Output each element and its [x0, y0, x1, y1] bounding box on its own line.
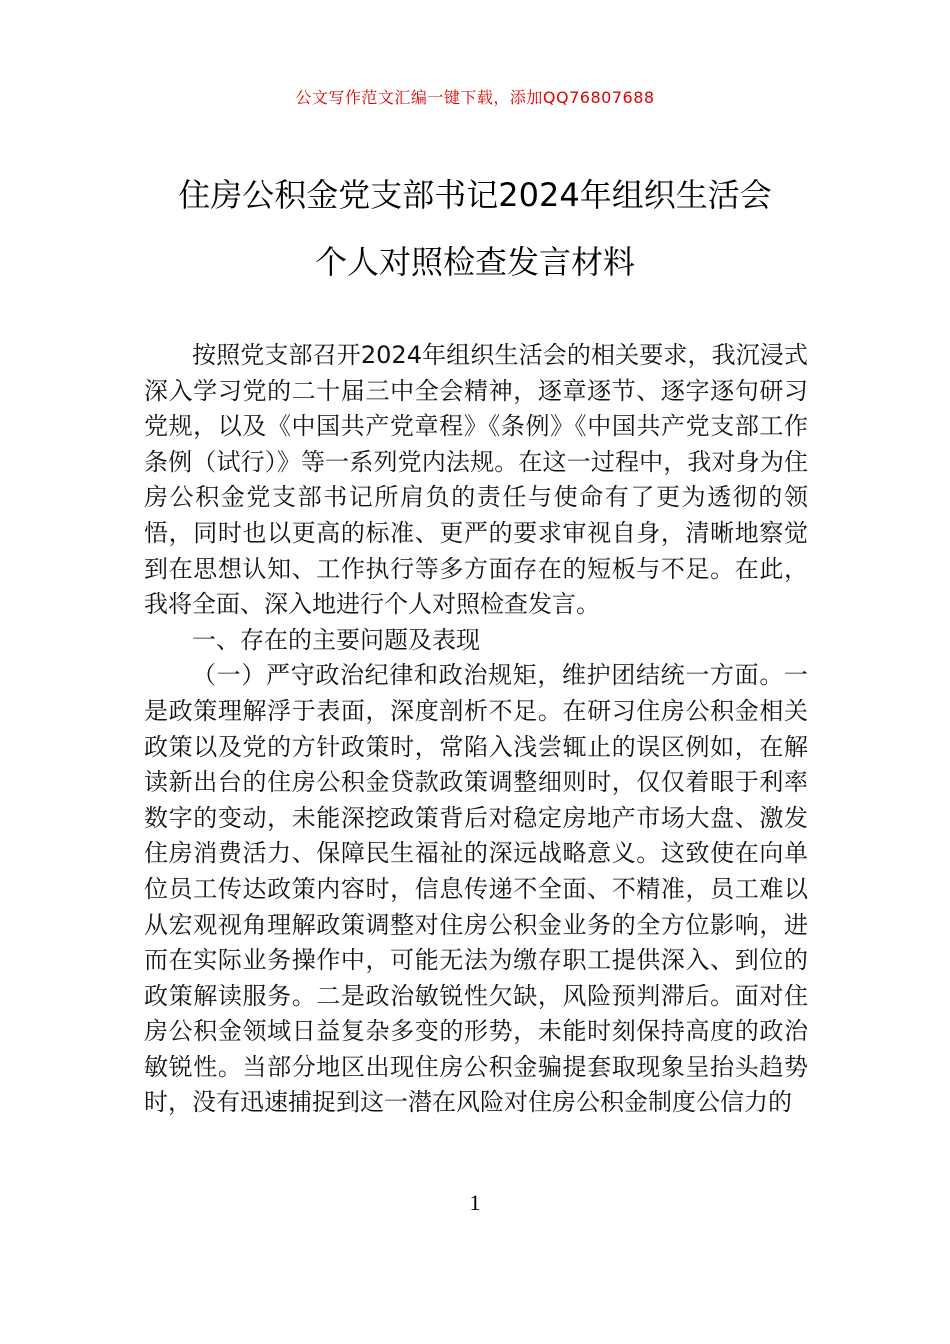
download-notice: 公文写作范文汇编一键下载，添加QQ76807688 [295, 88, 655, 107]
page-number: 1 [469, 1190, 481, 1215]
document-title-line-1: 住房公积金党支部书记2024年组织生活会 [178, 176, 772, 214]
section-heading: 一、存在的主要问题及表现 [192, 625, 480, 654]
subsection-paragraph: （一）严守政治纪律和政治规矩，维护团结统一方面。一是政策理解浮于表面，深度剖析不足。在研习住房公积金相关政策以及党的方针政策时，常陷入浅尝辄止的误区例如，在解读新出台的住房公积金贷款政策调整细则时，仅仅着眼于利率数字的变动，未能深挖政策背后对稳定房地产市场大盘、激发住房消费活力、保障民生福祉的深远战略意义。这致使在向单位员工传达政策内容时，信息传递不全面、不精准，员工难以从宏观视角理解政策调整对住房公积金业务的全方位影响，进而在实际业务操作中，可能无法为缴存职工提供深入、到位的政策解读服务。二是政治敏锐性欠缺，风险预判滞后。面对住房公积金领域日益复杂多变的形势，未能时刻保持高度的政治敏锐性。当部分地区出现住房公积金骗提套取现象呈抬头趋势时，没有迅速捕捉到这一潜在风险对住房公积金制度公信力的 [144, 661, 808, 1117]
document-title-line-2: 个人对照检查发言材料 [314, 243, 635, 281]
intro-paragraph: 按照党支部召开2024年组织生活会的相关要求，我沉浸式深入学习党的二十届三中全会精神，逐章逐节、逐字逐句研习党规，以及《中国共产党章程》《条例》《中国共产党支部工作条例（试行）》等一系列党内法规。在这一过程中，我对身为住房公积金党支部书记所肩负的责任与使命有了更为透彻的领悟，同时也以更高的标准、更严的要求审视自身，清晰地察觉到在思想认知、工作执行等多方面存在的短板与不足。在此，我将全面、深入地进行个人对照检查发言。 [144, 341, 808, 619]
document-body [144, 338, 808, 1121]
